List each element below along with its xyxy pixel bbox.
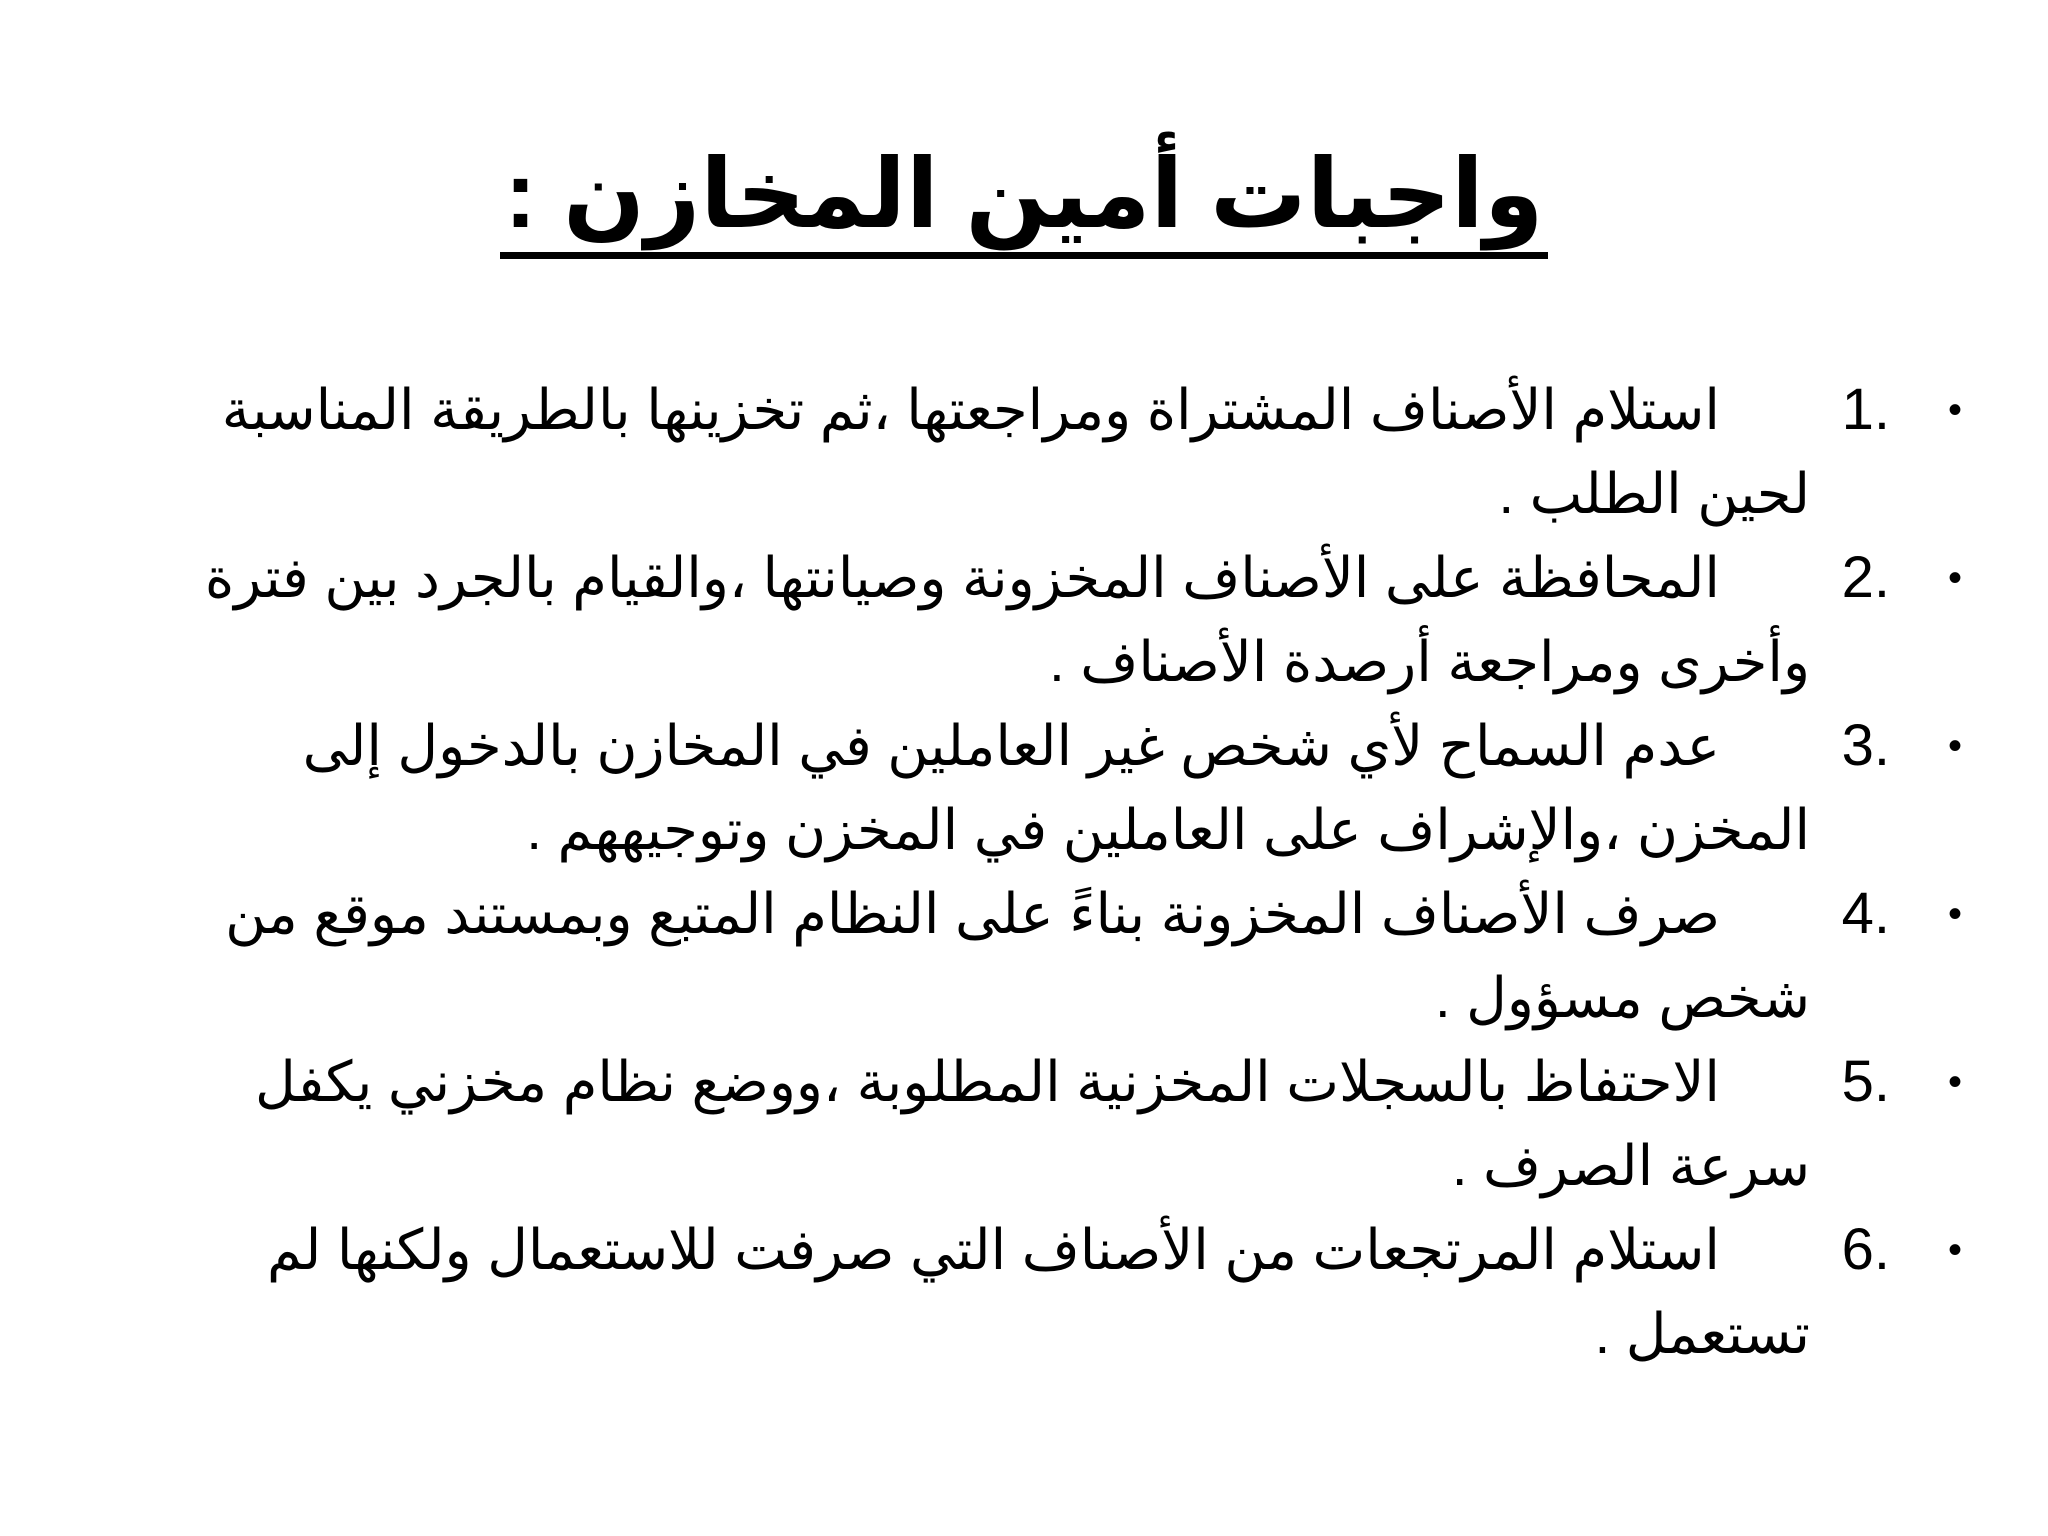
item-number: 5. [1841, 1049, 1890, 1114]
list-item [130, 704, 1970, 872]
list-item [130, 536, 1970, 704]
item-text: المحافظة على الأصناف المخزونة وصيانتها ،والقيام بالجرد بين فترة وأخرى ومراجعة أرصدة الأصناف . [204, 546, 1810, 693]
item-text: الاحتفاظ بالسجلات المخزنية المطلوبة ،ووضع نظام مخزني يكفل سرعة الصرف . [255, 1050, 1810, 1197]
list-item [130, 368, 1970, 536]
list-item [130, 1040, 1970, 1208]
duties-list [130, 368, 1970, 1376]
list-item [130, 872, 1970, 1040]
slide-title-text: واجبات أمين المخازن : [500, 140, 1547, 259]
item-text: استلام الأصناف المشتراة ومراجعتها ،ثم تخزينها بالطريقة المناسبة لحين الطلب . [221, 378, 1810, 525]
item-number: 3. [1841, 713, 1890, 778]
slide-title [0, 130, 2048, 260]
item-text: استلام المرتجعات من الأصناف التي صرفت للاستعمال ولكنها لم تستعمل . [266, 1218, 1810, 1365]
item-number: 1. [1841, 377, 1890, 442]
list-item [130, 1208, 1970, 1376]
bullet-icon: • [1947, 892, 1962, 936]
item-number: 2. [1841, 545, 1890, 610]
bullet-icon: • [1947, 1228, 1962, 1272]
bullet-icon: • [1947, 1060, 1962, 1104]
bullet-icon: • [1947, 388, 1962, 432]
bullet-icon: • [1947, 556, 1962, 600]
item-number: 4. [1841, 881, 1890, 946]
item-number: 6. [1841, 1217, 1890, 1282]
bullet-icon: • [1947, 724, 1962, 768]
item-text: صرف الأصناف المخزونة بناءً على النظام المتبع وبمستند موقع من شخص مسؤول . [225, 882, 1810, 1029]
item-text: عدم السماح لأي شخص غير العاملين في المخازن بالدخول إلى المخزن ،والإشراف على العاملين في المخزن وتوجيههم . [302, 714, 1810, 861]
